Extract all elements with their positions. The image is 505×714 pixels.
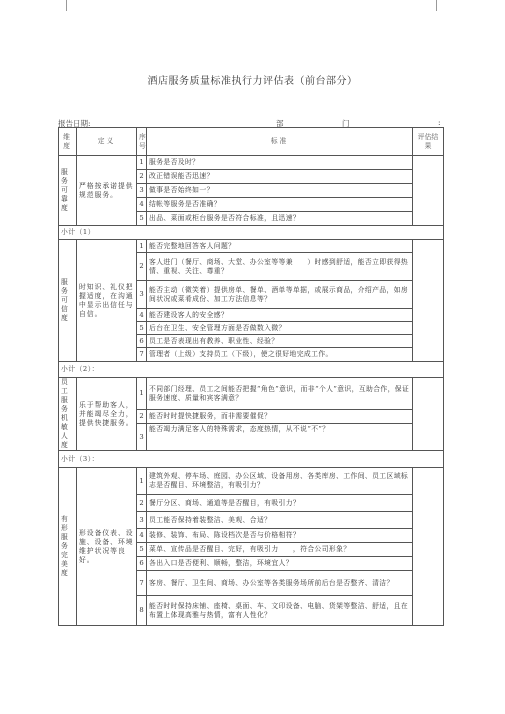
item-text: 能否时时提快捷服务，而非需要催促？ <box>147 410 413 424</box>
item-text: 能否建设客人的安全感？ <box>147 309 413 322</box>
item-number: 2 <box>137 410 147 424</box>
item-text: 不同部门经理、员工之间能否把握“角色”意识，而非“个人”意识，互助合作，保证服务速度、质量和宾客满意？ <box>147 378 413 410</box>
item-number: 3 <box>137 184 147 198</box>
item-text: 装修、装饰、布局、陈设档次是否与价格相符？ <box>147 529 413 543</box>
table-row <box>59 378 444 410</box>
item-number: 7 <box>137 348 147 362</box>
item-text: 出品、菜面或柜台服务是否符合标准，且迅速？ <box>147 212 413 226</box>
item-number: 2 <box>137 495 147 512</box>
header-standard: 标准 <box>147 128 413 156</box>
item-number: 4 <box>137 529 147 543</box>
item-number: 7 <box>137 571 147 596</box>
subtotal-label: 小计（1） <box>59 226 444 240</box>
item-text: 能否竭力满足客人的特殊需求，态度热情，从不说“不”？ <box>147 424 413 451</box>
dimension-cell: 服务可靠度 <box>59 156 77 226</box>
item-text: 管理者（上级）支持员工（下级），使之很好地完成工作。 <box>147 348 413 362</box>
header-result: 评估结果 <box>413 128 444 156</box>
item-number: 5 <box>137 543 147 557</box>
item-text: 能否完整地回答客人问题？ <box>147 240 413 253</box>
definition-cell: 乐于帮助客人，并能竭尽全力，提供快捷服务。 <box>77 378 137 451</box>
item-number: 1 <box>137 156 147 170</box>
item-text: 员工能否保持着装整洁、美观、合适？ <box>147 512 413 529</box>
evaluation-table <box>58 127 444 626</box>
definition-cell: 严格按承诺提供规范服务。 <box>77 156 137 226</box>
result-cell[interactable] <box>413 156 444 226</box>
subtotal-label: 小计（3）： <box>59 451 444 468</box>
item-text: 服务是否及时？ <box>147 156 413 170</box>
header-dimension: 维度 <box>59 128 77 156</box>
dimension-cell: 员工服务机敏人度 <box>59 378 77 451</box>
table-row <box>59 240 444 253</box>
item-number: 3 <box>137 281 147 309</box>
dimension-cell: 服务可信度 <box>59 240 77 362</box>
item-number: 1 <box>137 378 147 410</box>
department-colon: : <box>438 118 441 127</box>
dimension-cell: 有形服务完美度 <box>59 468 77 626</box>
item-text: 后台在卫生、安全管理方面是否做数入微？ <box>147 322 413 335</box>
item-number: 5 <box>137 322 147 335</box>
item-number: 2 <box>137 170 147 184</box>
item-text: 结帐等服务是否准确？ <box>147 198 413 212</box>
subtotal-row <box>59 362 444 378</box>
item-text: 各出入口是否便利、顺畅，整洁，环境宜人？ <box>147 557 413 571</box>
page-margin-line-right <box>436 0 437 11</box>
item-text: 客人进门（餐厅、商场、大堂、办公室等等兼 ）时感到舒适，能否立即获得热情、重视、关注、尊重？ <box>147 253 413 281</box>
item-number: 5 <box>137 212 147 226</box>
result-cell[interactable] <box>413 240 444 362</box>
definition-cell: 时知识、礼仪把握适度，在沟通中显示出信任与自信。 <box>77 240 137 362</box>
item-number: 1 <box>137 240 147 253</box>
item-number: 4 <box>137 198 147 212</box>
item-text: 员工是否表现出有教养、职业性、经验？ <box>147 335 413 348</box>
subtotal-row <box>59 451 444 468</box>
item-text: 客房、餐厅、卫生间、商场、办公室等各类服务场所前后台是否整齐、清洁？ <box>147 571 413 596</box>
department-label-2: 门 <box>342 119 350 128</box>
item-number: 6 <box>137 335 147 348</box>
item-text: 改正错误能否迅速？ <box>147 170 413 184</box>
table-header-row <box>59 128 444 156</box>
item-number: 4 <box>137 309 147 322</box>
document-title: 酒店服务质量标准执行力评估表（前台部分） <box>147 76 358 87</box>
header-definition: 定义 <box>77 128 137 156</box>
item-text: 能否主动（微笑着）提供房单、餐单、酒单等单据，或展示商品，介绍产品，如房间状况或菜肴成份、加工方法信息等？ <box>147 281 413 309</box>
item-number: 3 <box>137 512 147 529</box>
item-number: 1 <box>137 468 147 495</box>
department-label: 部 <box>276 119 284 128</box>
report-date-label: 报告日期: <box>58 119 91 128</box>
page-margin-line-left <box>66 0 67 11</box>
subtotal-label: 小计（2）： <box>59 362 444 378</box>
item-text: 餐厅分区、商场、通道等是否醒目，有吸引力？ <box>147 495 413 512</box>
item-text: 建筑外观、停车场、庭园、办公区域、设备用房、各类库房、工作间、员工区域标志是否醒目、环境整洁，有吸引力？ <box>147 468 413 495</box>
definition-cell: 形设备仪表、设施、设备、环境维护状况等良好。 <box>77 468 137 626</box>
subtotal-row <box>59 226 444 240</box>
result-cell[interactable] <box>413 468 444 626</box>
header-seq: 序号 <box>137 128 147 156</box>
item-text: 能否时时保持床铺、座椅、桌面、车、文印设备、电脑、货架等整洁、舒适，且在布置上体现高雅与热情，富有人性化？ <box>147 596 413 626</box>
item-number: 6 <box>137 557 147 571</box>
item-number: 8 <box>137 596 147 626</box>
table-row <box>59 156 444 170</box>
result-cell[interactable] <box>413 378 444 451</box>
table-row <box>59 468 444 495</box>
item-number: 3 <box>137 424 147 451</box>
item-text: 菜单、宣传品是否醒目、完好，有吸引力 ，符合公司形象？ <box>147 543 413 557</box>
item-number: 2 <box>137 253 147 281</box>
item-text: 做事是否始终如一？ <box>147 184 413 198</box>
